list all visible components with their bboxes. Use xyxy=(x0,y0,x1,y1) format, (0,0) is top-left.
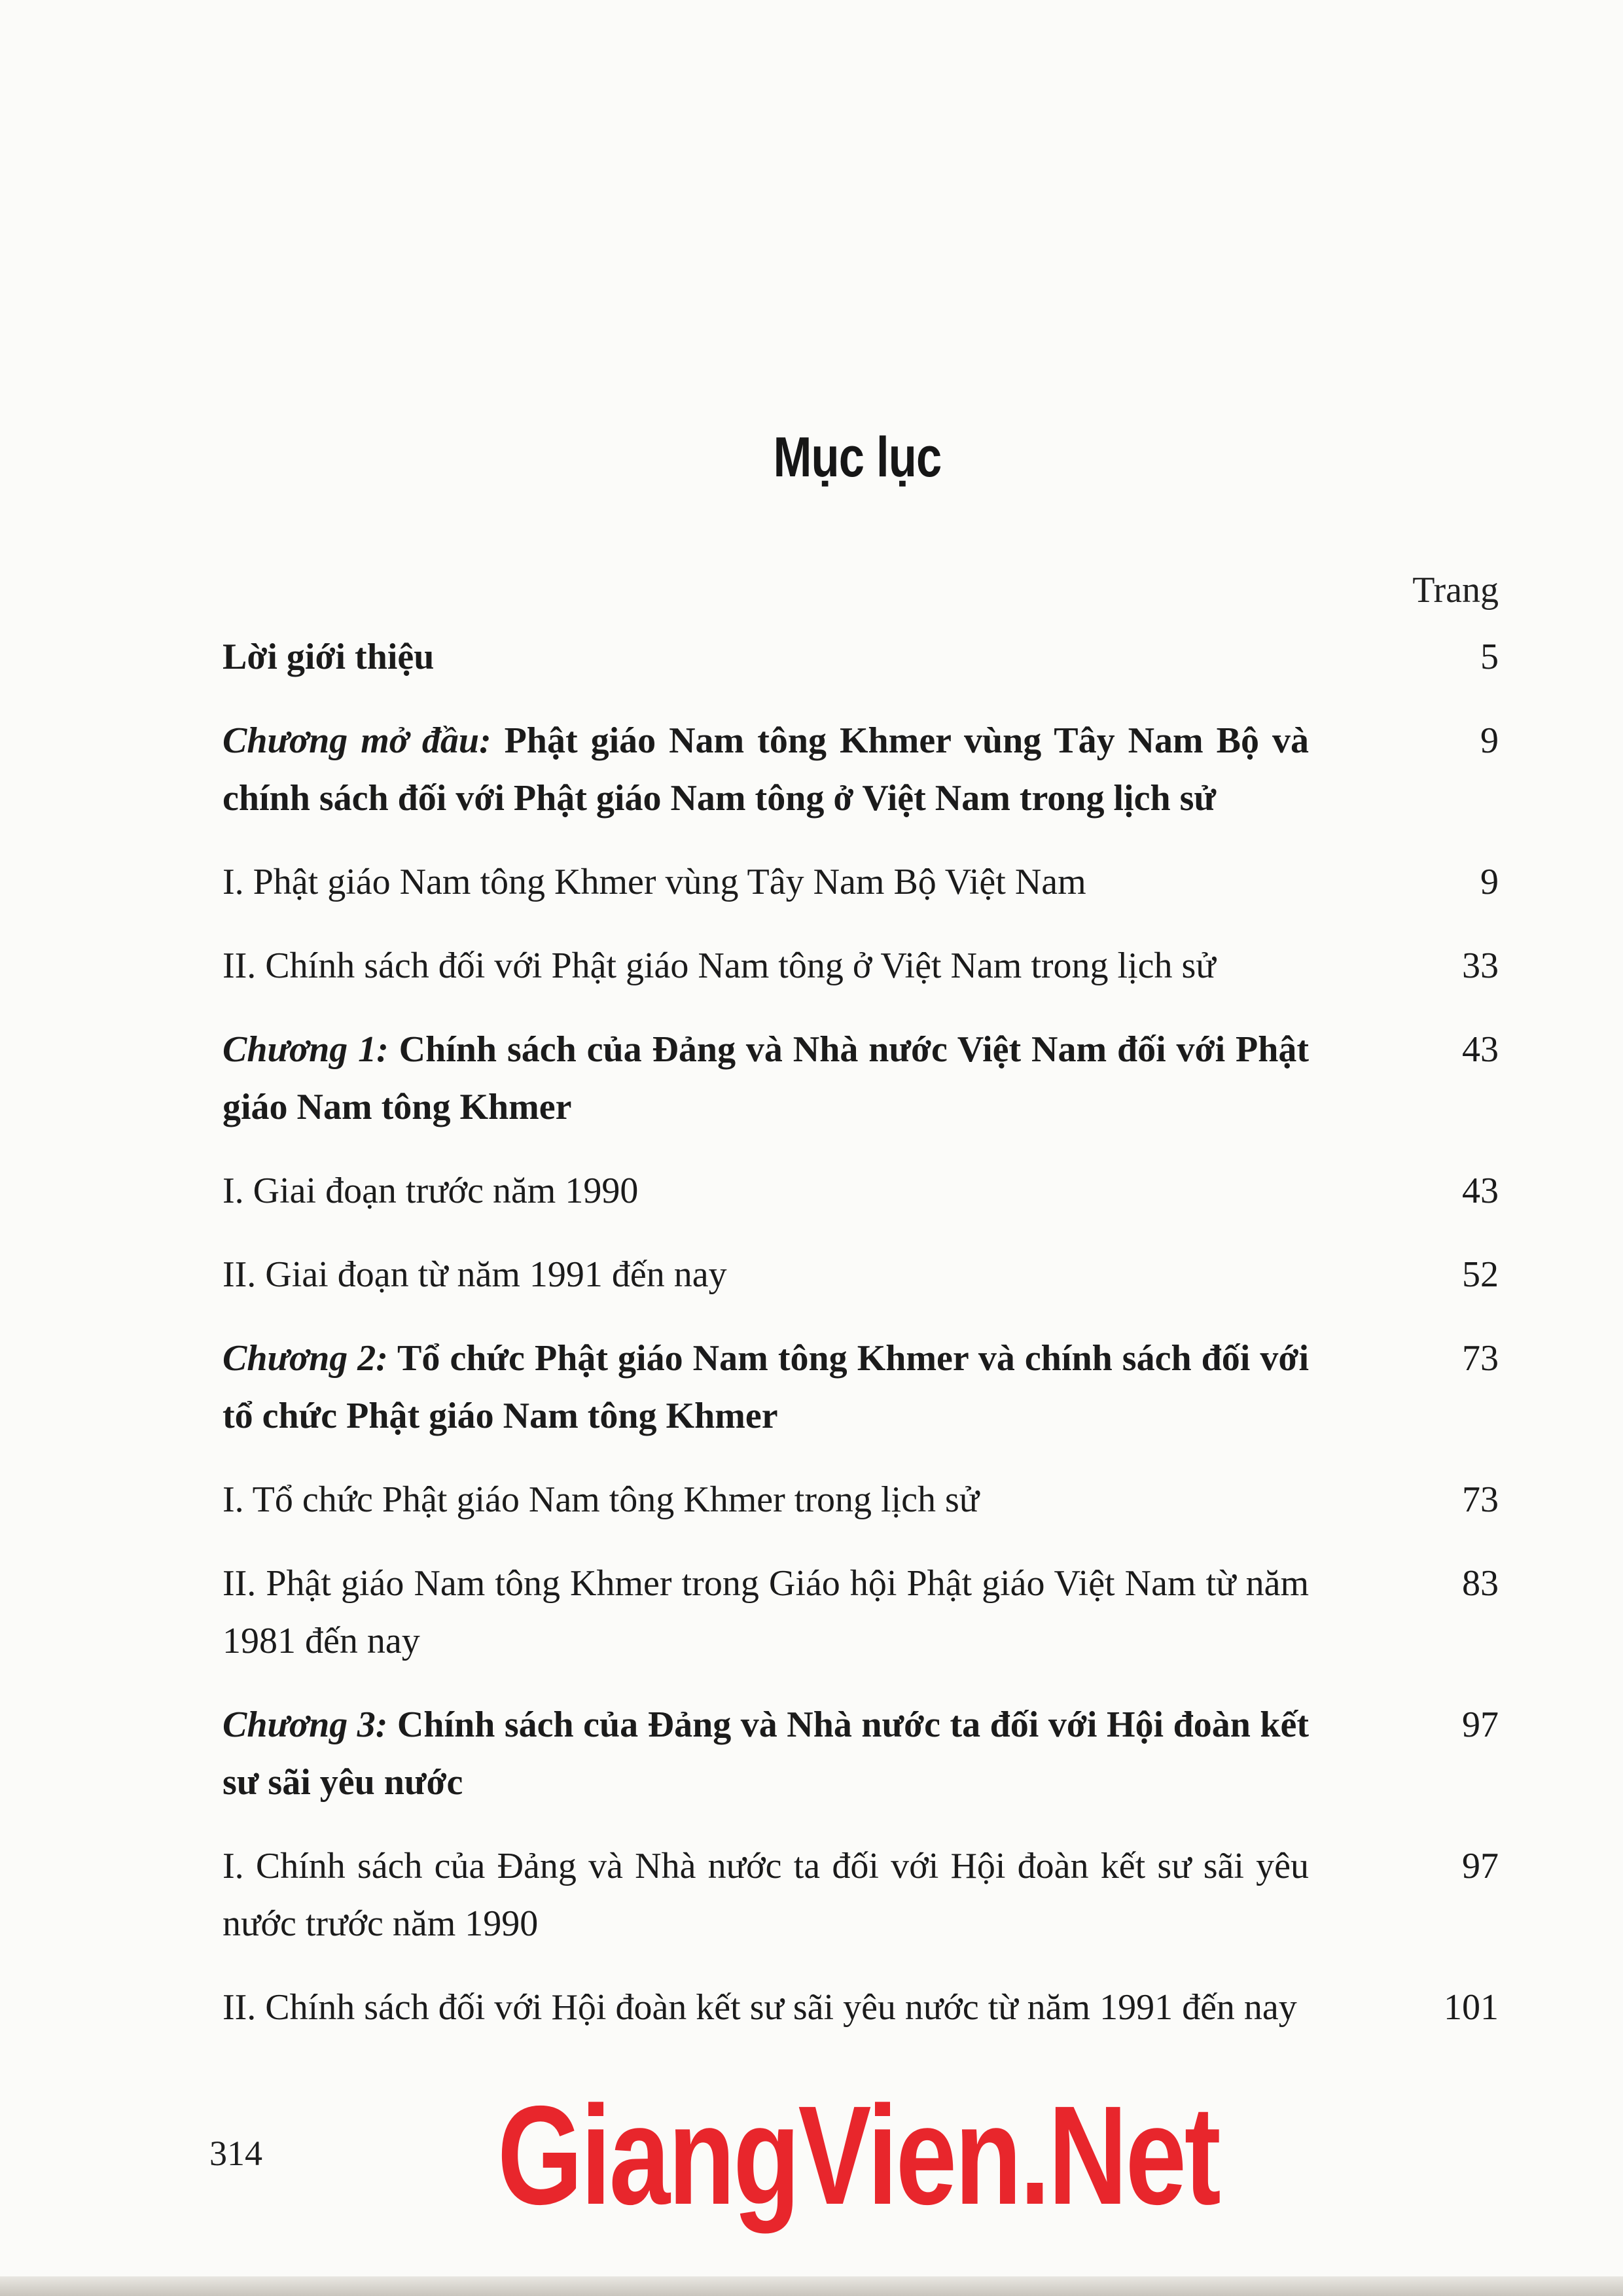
toc-entry xyxy=(223,1696,1499,1811)
toc-entry xyxy=(223,1555,1499,1670)
toc-entry-title xyxy=(223,1162,1309,1220)
toc-entry-title xyxy=(223,937,1309,995)
toc-entry-text: Phật giáo Nam tông Khmer vùng Tây Nam Bộ và chính sách đối với Phật giáo Nam tông ở Việt Nam trong lịch sử xyxy=(223,720,1309,819)
toc-entry xyxy=(223,1162,1499,1220)
toc-entry-text: Chính sách của Đảng và Nhà nước Việt Nam đối với Phật giáo Nam tông Khmer xyxy=(223,1029,1309,1127)
toc-entry-page: 43 xyxy=(1462,1171,1499,1211)
toc-entry-title xyxy=(223,1021,1309,1136)
toc-entry-page: 73 xyxy=(1462,1479,1499,1520)
toc-entry-page: 97 xyxy=(1462,1846,1499,1886)
toc-entry-title xyxy=(223,1555,1309,1670)
table-of-contents xyxy=(223,628,1499,2062)
toc-entry-page: 73 xyxy=(1462,1338,1499,1379)
toc-entry-page: 83 xyxy=(1462,1563,1499,1604)
toc-entry-page: 101 xyxy=(1444,1987,1499,2028)
toc-entry-text: II. Giai đoạn từ năm 1991 đến nay xyxy=(223,1254,727,1295)
toc-entry-text: II. Phật giáo Nam tông Khmer trong Giáo hội Phật giáo Việt Nam từ năm 1981 đến nay xyxy=(223,1563,1309,1661)
chapter-prefix: Chương 3: xyxy=(223,1704,388,1745)
toc-entry xyxy=(223,853,1499,911)
page-bottom-edge xyxy=(0,2276,1623,2296)
toc-entry-page: 97 xyxy=(1462,1704,1499,1745)
toc-entry-text: I. Tổ chức Phật giáo Nam tông Khmer trong lịch sử xyxy=(223,1479,980,1520)
toc-entry xyxy=(223,1837,1499,1952)
toc-entry-title xyxy=(223,1471,1309,1528)
toc-entry-title xyxy=(223,1837,1309,1952)
toc-entry-text: II. Chính sách đối với Phật giáo Nam tông ở Việt Nam trong lịch sử xyxy=(223,945,1216,986)
toc-entry-text: Tổ chức Phật giáo Nam tông Khmer và chính sách đối với tổ chức Phật giáo Nam tông Khmer xyxy=(223,1338,1309,1436)
toc-entry xyxy=(223,1979,1499,2036)
toc-entry xyxy=(223,628,1499,686)
toc-entry-text: II. Chính sách đối với Hội đoàn kết sư sãi yêu nước từ năm 1991 đến nay xyxy=(223,1987,1297,2028)
toc-entry xyxy=(223,1471,1499,1528)
toc-entry-page: 52 xyxy=(1462,1254,1499,1295)
toc-entry xyxy=(223,712,1499,827)
toc-entry-page: 9 xyxy=(1480,862,1499,902)
toc-entry-text: I. Chính sách của Đảng và Nhà nước ta đối với Hội đoàn kết sư sãi yêu nước trước năm 1990 xyxy=(223,1846,1309,1944)
toc-entry-title xyxy=(223,1330,1309,1445)
page-title: Mục lục xyxy=(773,426,942,489)
toc-entry-page: 33 xyxy=(1462,945,1499,986)
chapter-prefix: Chương mở đầu: xyxy=(223,720,491,761)
toc-entry xyxy=(223,1330,1499,1445)
toc-entry xyxy=(223,1021,1499,1136)
toc-entry-page: 5 xyxy=(1480,637,1499,677)
toc-entry-page: 43 xyxy=(1462,1029,1499,1070)
toc-entry-title xyxy=(223,1979,1309,2036)
toc-entry-text: Chính sách của Đảng và Nhà nước ta đối với Hội đoàn kết sư sãi yêu nước xyxy=(223,1704,1310,1803)
toc-entry xyxy=(223,937,1499,995)
chapter-prefix: Chương 1: xyxy=(223,1029,389,1070)
watermark-logo: GiangVien.Net xyxy=(497,2076,1219,2234)
toc-entry-text: I. Phật giáo Nam tông Khmer vùng Tây Nam Bộ Việt Nam xyxy=(223,862,1086,902)
toc-entry-title xyxy=(223,1246,1309,1303)
toc-entry-title xyxy=(223,712,1309,827)
toc-entry xyxy=(223,1246,1499,1303)
toc-entry-page: 9 xyxy=(1480,720,1499,761)
toc-entry-title xyxy=(223,628,1309,686)
toc-entry-title xyxy=(223,1696,1309,1811)
toc-entry-title xyxy=(223,853,1309,911)
toc-entry-text: I. Giai đoạn trước năm 1990 xyxy=(223,1171,639,1211)
toc-entry-text: Lời giới thiệu xyxy=(223,637,435,677)
chapter-prefix: Chương 2: xyxy=(223,1338,388,1379)
page-number: 314 xyxy=(209,2134,262,2173)
page-column-header: Trang xyxy=(1412,570,1499,610)
